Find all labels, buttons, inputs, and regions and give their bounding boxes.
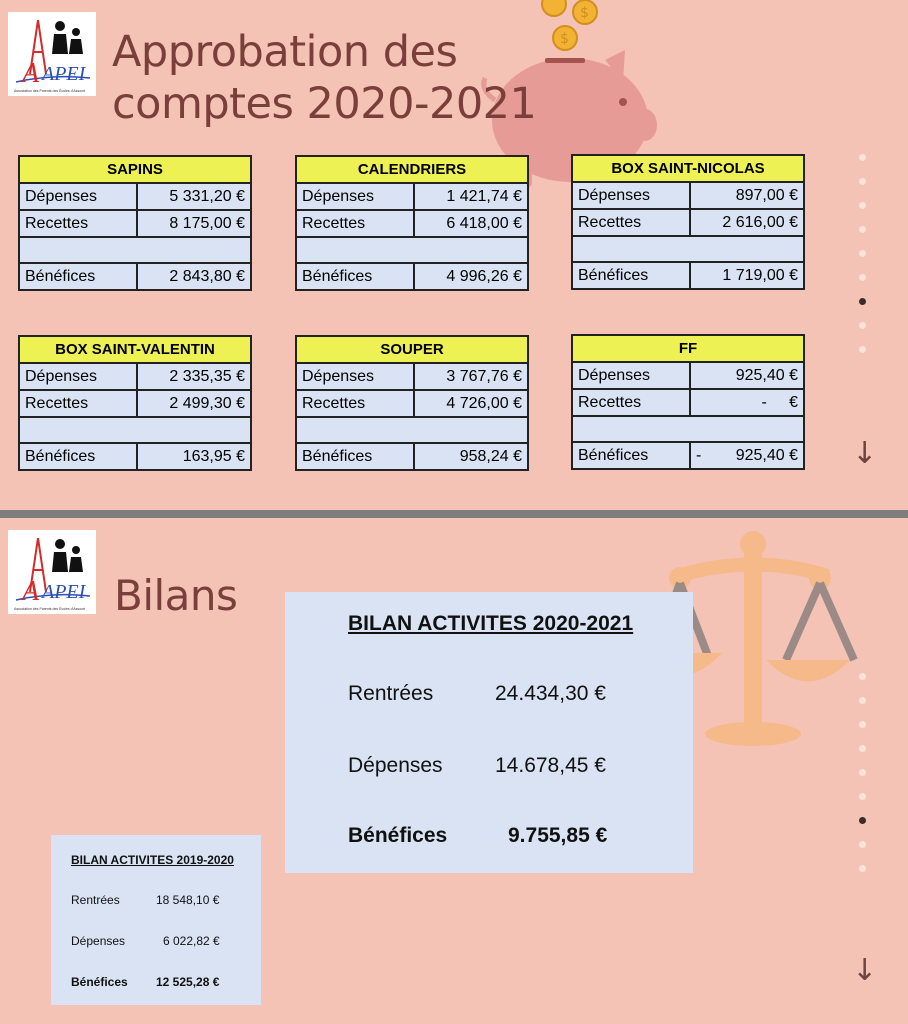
table-header: CALENDRIERS <box>296 156 528 183</box>
value-recettes: 6 418,00 € <box>414 210 528 237</box>
slide-nav-dots[interactable] <box>859 673 866 889</box>
value-recettes: 4 726,00 € <box>414 390 528 417</box>
apei-logo <box>8 12 96 96</box>
nav-dot-icon[interactable] <box>859 673 866 680</box>
row-label-depenses: Dépenses <box>19 363 137 390</box>
bilan-2019-2020 <box>51 835 261 1005</box>
nav-dot-icon[interactable] <box>859 250 866 257</box>
nav-dot-icon[interactable] <box>859 226 866 233</box>
slide-divider <box>0 510 908 518</box>
table-souper <box>295 335 529 471</box>
table-sapins <box>18 155 252 291</box>
empty-row <box>572 236 804 262</box>
table-calendriers <box>295 155 529 291</box>
label-benefices: Bénéfices <box>348 824 448 847</box>
row-label-recettes: Recettes <box>572 209 690 236</box>
value-benefices: 958,24 € <box>414 443 528 470</box>
row-label-benefices: Bénéfices <box>19 443 137 470</box>
row-label-depenses: Dépenses <box>572 182 690 209</box>
nav-dot-icon[interactable] <box>859 154 866 161</box>
svg-text:Association des Parents des Éc: Association des Parents des Écoles d'Assoort <box>14 607 86 611</box>
table-box-saint-valentin <box>18 335 252 471</box>
row-label-recettes: Recettes <box>19 390 137 417</box>
label-benefices: Bénéfices <box>71 975 128 989</box>
row-label-benefices: Bénéfices <box>19 263 137 290</box>
value-depenses: 2 335,35 € <box>137 363 251 390</box>
slide-approbation-comptes <box>0 0 908 510</box>
svg-text:APEI: APEI <box>42 63 86 85</box>
row-label-recettes: Recettes <box>296 210 414 237</box>
table-ff <box>571 334 805 470</box>
row-label-recettes: Recettes <box>19 210 137 237</box>
svg-text:$: $ <box>560 31 569 47</box>
empty-row <box>19 237 251 263</box>
svg-text:$: $ <box>580 5 589 21</box>
value-depenses: 3 767,76 € <box>414 363 528 390</box>
label-depenses: Dépenses <box>348 754 443 777</box>
slide-bilans <box>0 518 908 1024</box>
page-title: Bilans <box>114 571 238 620</box>
value-depenses: 925,40 € <box>690 362 804 389</box>
negative-sign: - <box>696 446 702 464</box>
row-label-benefices: Bénéfices <box>572 442 690 469</box>
value-benefices <box>690 442 804 469</box>
value-recettes: 8 175,00 € <box>137 210 251 237</box>
bilan-2020-2021 <box>285 592 693 873</box>
bilan-row-rentrees <box>71 893 220 907</box>
svg-text:A: A <box>22 58 40 89</box>
bilan-row-benefices <box>71 975 220 989</box>
nav-dot-active-icon[interactable] <box>859 817 866 824</box>
nav-dot-active-icon[interactable] <box>859 298 866 305</box>
value-depenses: 14.678,45 € <box>495 754 606 777</box>
balance-scale-icon <box>668 528 878 753</box>
table-box-saint-nicolas <box>571 154 805 290</box>
bilan-row-benefices <box>348 824 608 848</box>
row-label-depenses: Dépenses <box>296 183 414 210</box>
nav-dot-icon[interactable] <box>859 865 866 872</box>
nav-dot-icon[interactable] <box>859 178 866 185</box>
nav-dot-icon[interactable] <box>859 745 866 752</box>
table-header: SAPINS <box>19 156 251 183</box>
table-header: FF <box>572 335 804 362</box>
value-depenses: 897,00 € <box>690 182 804 209</box>
benefices-amount: 925,40 € <box>735 446 798 464</box>
row-label-depenses: Dépenses <box>19 183 137 210</box>
value-benefices: 4 996,26 € <box>414 263 528 290</box>
bilan-heading: BILAN ACTIVITES 2019-2020 <box>71 853 234 867</box>
empty-row <box>296 237 528 263</box>
row-label-benefices: Bénéfices <box>572 262 690 289</box>
down-arrow-icon[interactable]: ↓ <box>852 436 878 471</box>
value-recettes: - € <box>690 389 804 416</box>
nav-dot-icon[interactable] <box>859 697 866 704</box>
label-rentrees: Rentrées <box>348 682 434 705</box>
value-benefices: 2 843,80 € <box>137 263 251 290</box>
page-title: Approbation des comptes 2020-2021 <box>112 27 537 129</box>
table-header: SOUPER <box>296 336 528 363</box>
svg-text:A: A <box>22 576 40 607</box>
row-label-depenses: Dépenses <box>572 362 690 389</box>
nav-dot-icon[interactable] <box>859 721 866 728</box>
value-depenses: 1 421,74 € <box>414 183 528 210</box>
value-depenses: 5 331,20 € <box>137 183 251 210</box>
label-rentrees: Rentrées <box>71 893 120 907</box>
nav-dot-icon[interactable] <box>859 202 866 209</box>
value-benefices: 12 525,28 € <box>156 975 220 989</box>
row-label-depenses: Dépenses <box>296 363 414 390</box>
value-benefices: 163,95 € <box>137 443 251 470</box>
nav-dot-icon[interactable] <box>859 769 866 776</box>
value-benefices: 1 719,00 € <box>690 262 804 289</box>
bilan-row-depenses <box>348 754 606 778</box>
value-rentrees: 24.434,30 € <box>495 682 606 705</box>
bilan-row-rentrees <box>348 682 606 706</box>
empty-row <box>19 417 251 443</box>
nav-dot-icon[interactable] <box>859 274 866 281</box>
slide-nav-dots[interactable] <box>859 154 866 370</box>
nav-dot-icon[interactable] <box>859 322 866 329</box>
apei-logo <box>8 530 96 614</box>
value-depenses: 6 022,82 € <box>163 934 220 948</box>
nav-dot-icon[interactable] <box>859 346 866 353</box>
bilan-row-depenses <box>71 934 220 948</box>
table-header: BOX SAINT-VALENTIN <box>19 336 251 363</box>
empty-row <box>572 416 804 442</box>
svg-text:APEI: APEI <box>42 581 86 603</box>
bilan-heading: BILAN ACTIVITES 2020-2021 <box>348 612 634 635</box>
value-rentrees: 18 548,10 € <box>156 893 220 907</box>
row-label-recettes: Recettes <box>296 390 414 417</box>
row-label-benefices: Bénéfices <box>296 263 414 290</box>
row-label-benefices: Bénéfices <box>296 443 414 470</box>
nav-dot-icon[interactable] <box>859 841 866 848</box>
empty-row <box>296 417 528 443</box>
table-header: BOX SAINT-NICOLAS <box>572 155 804 182</box>
row-label-recettes: Recettes <box>572 389 690 416</box>
value-benefices: 9.755,85 € <box>508 824 608 847</box>
svg-text:Association des Parents des Éc: Association des Parents des Écoles d'Assoort <box>14 89 86 93</box>
value-recettes: 2 616,00 € <box>690 209 804 236</box>
nav-dot-icon[interactable] <box>859 793 866 800</box>
down-arrow-icon[interactable]: ↓ <box>852 953 878 988</box>
label-depenses: Dépenses <box>71 934 126 948</box>
value-recettes: 2 499,30 € <box>137 390 251 417</box>
